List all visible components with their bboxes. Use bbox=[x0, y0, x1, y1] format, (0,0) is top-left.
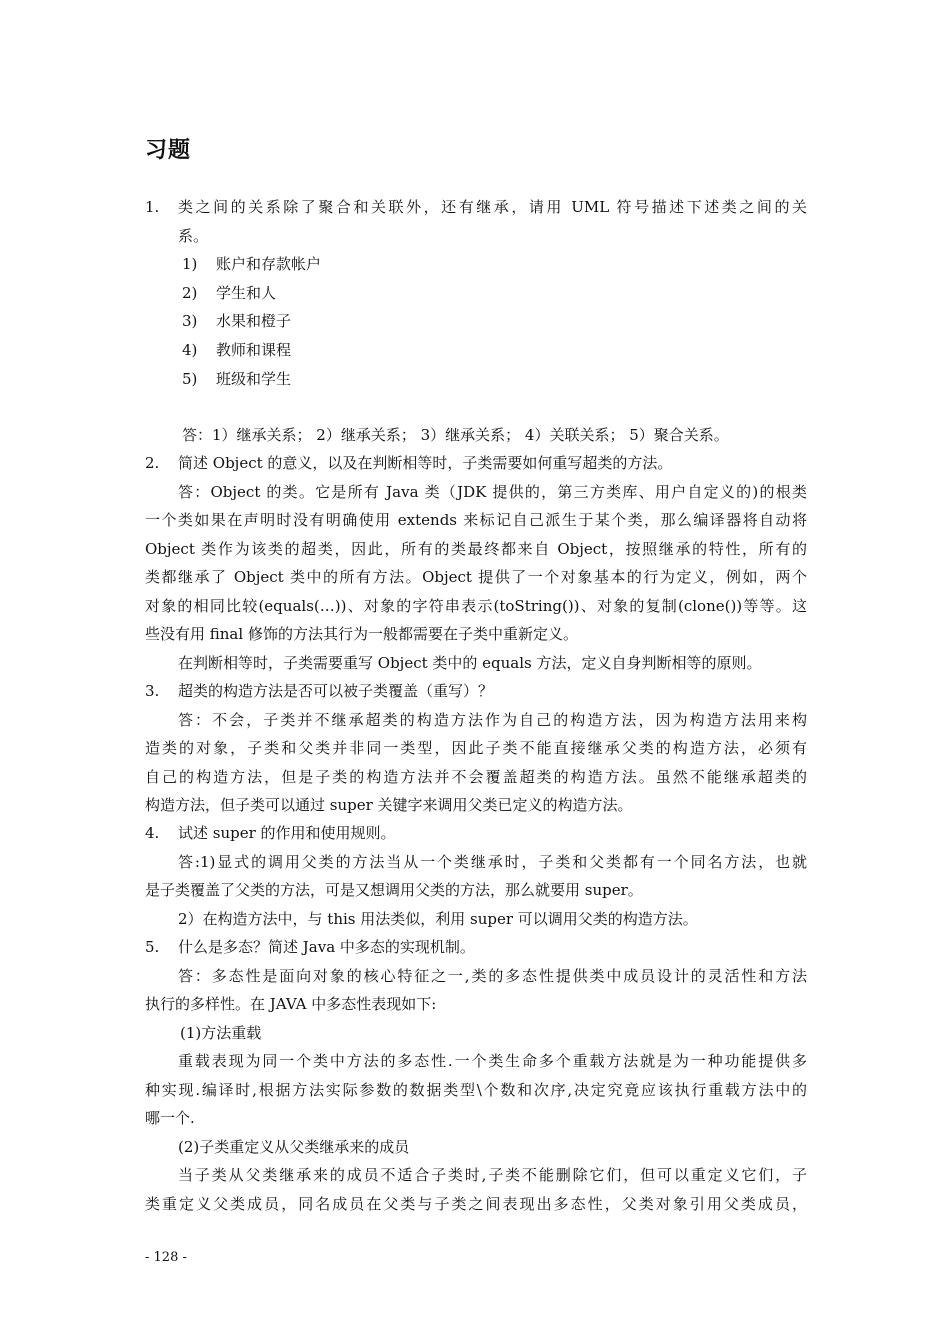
q3-number: 3. bbox=[145, 682, 160, 700]
q3-answer-line: 造类的对象，子类和父类并非同一类型，因此子类不能直接继承父类的构造方法，必须有 bbox=[145, 739, 807, 757]
q1-item-number: 2) bbox=[182, 284, 198, 302]
q2-number: 2. bbox=[145, 454, 160, 472]
q3-answer-line: 答：不会，子类并不继承超类的构造方法作为自己的构造方法，因为构造方法用来构 bbox=[178, 711, 807, 729]
q5-text: 什么是多态？简述 Java 中多态的实现机制。 bbox=[178, 938, 475, 956]
q5-answer-line: (2)子类重定义从父类继承来的成员 bbox=[178, 1138, 410, 1156]
q3-text: 超类的构造方法是否可以被子类覆盖（重写）？ bbox=[178, 682, 494, 700]
q1-item-text: 班级和学生 bbox=[216, 370, 292, 388]
page-number: - 128 - bbox=[145, 1250, 187, 1265]
q1-item-number: 3) bbox=[182, 312, 198, 330]
q1-item-text: 账户和存款帐户 bbox=[216, 255, 322, 273]
q5-answer-line: 重载表现为同一个类中方法的多态性.一个类生命多个重载方法就是为一种功能提供多 bbox=[178, 1052, 807, 1070]
q2-answer-line: 类都继承了 Object 类中的所有方法。Object 提供了一个对象基本的行为定义，例如，两个 bbox=[145, 568, 807, 586]
q1-number: 1. bbox=[145, 198, 160, 216]
q2-text: 简述 Object 的意义，以及在判断相等时，子类需要如何重写超类的方法。 bbox=[178, 454, 673, 472]
q1-item-text: 学生和人 bbox=[216, 284, 277, 302]
q2-answer-line: Object 类作为该类的超类，因此，所有的类最终都来自 Object，按照继承的特性，所有的 bbox=[145, 540, 807, 558]
q2-answer-line: 些没有用 final 修饰的方法其行为一般都需要在子类中重新定义。 bbox=[145, 625, 578, 643]
q3-answer-line: 自己的构造方法，但是子类的构造方法并不会覆盖超类的构造方法。虽然不能继承超类的 bbox=[145, 768, 807, 786]
q1-item-number: 4) bbox=[182, 341, 198, 359]
q5-answer-line: 答：多态性是面向对象的核心特征之一,类的多态性提供类中成员设计的灵活性和方法 bbox=[178, 967, 807, 985]
q1-item-text: 教师和课程 bbox=[216, 341, 292, 359]
q2-answer-line: 答：Object 的类。它是所有 Java 类（JDK 提供的，第三方类库、用户自定义的)的根类 bbox=[178, 483, 807, 501]
q2-answer-line: 对象的相同比较(equals(…))、对象的字符串表示(toString())、对象的复制(clone())等等。这 bbox=[145, 597, 807, 615]
q1-text-line-2: 系。 bbox=[178, 227, 209, 245]
q5-answer-line: 类重定义父类成员，同名成员在父类与子类之间表现出多态性，父类对象引用父类成员， bbox=[145, 1195, 807, 1213]
q4-answer-line: 2）在构造方法中，与 this 用法类似，利用 super 可以调用父类的构造方法。 bbox=[178, 910, 698, 928]
q1-item-text: 水果和橙子 bbox=[216, 312, 292, 330]
q3-answer-line: 构造方法，但子类可以通过 super 关键字来调用父类已定义的构造方法。 bbox=[145, 796, 633, 814]
q4-answer-line: 是子类覆盖了父类的方法，可是又想调用父类的方法，那么就要用 super。 bbox=[145, 881, 643, 899]
q5-answer-line: 当子类从父类继承来的成员不适合子类时,子类不能删除它们，但可以重定义它们，子 bbox=[178, 1166, 807, 1184]
q1-text-line-1: 类之间的关系除了聚合和关联外，还有继承，请用 UML 符号描述下述类之间的关 bbox=[178, 198, 807, 216]
section-heading: 习题 bbox=[145, 138, 192, 163]
q1-answer: 答：1）继承关系； 2）继承关系； 3）继承关系； 4）关联关系； 5）聚合关系。 bbox=[182, 426, 729, 444]
q1-item-number: 1) bbox=[182, 255, 198, 273]
q5-number: 5. bbox=[145, 938, 160, 956]
q4-number: 4. bbox=[145, 824, 160, 842]
q4-answer-line: 答:1)显式的调用父类的方法当从一个类继承时，子类和父类都有一个同名方法，也就 bbox=[178, 853, 807, 871]
q4-text: 试述 super 的作用和使用规则。 bbox=[178, 824, 396, 842]
q5-answer-line: (1)方法重载 bbox=[180, 1024, 262, 1042]
q1-item-number: 5) bbox=[182, 370, 198, 388]
q2-answer-line: 一个类如果在声明时没有明确使用 extends 来标记自己派生于某个类，那么编译器将自动将 bbox=[145, 511, 807, 529]
q5-answer-line: 执行的多样性。在 JAVA 中多态性表现如下: bbox=[145, 995, 437, 1013]
q5-answer-line: 种实现.编译时,根据方法实际参数的数据类型\个数和次序,决定究竟应该执行重载方法中的 bbox=[145, 1081, 807, 1099]
q2-answer-line: 在判断相等时，子类需要重写 Object 类中的 equals 方法，定义自身判断相等的原则。 bbox=[178, 654, 762, 672]
q5-answer-line: 哪一个. bbox=[145, 1109, 195, 1127]
